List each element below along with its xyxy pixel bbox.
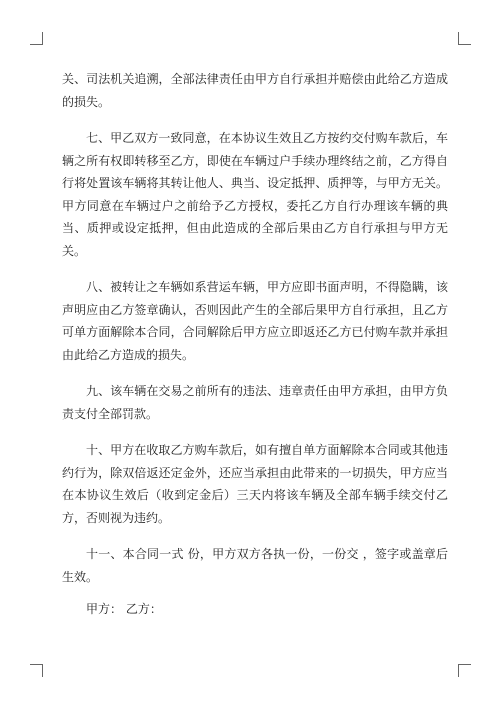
clause-9: 九、该车辆在交易之前所有的违法、违章责任由甲方承担，由甲方负责支付全部罚款。 — [62, 384, 448, 421]
clause-11: 十一、本合同一式 份，甲方双方各执一份，一份交 ，签字或盖章后生效。 — [62, 547, 448, 584]
document-body — [62, 68, 448, 635]
paragraph-continuation: 关、司法机关追溯，全部法律责任由甲方自行承担并赔偿由此给乙方造成的损失。 — [62, 72, 448, 109]
crop-mark-bottom-left — [30, 664, 43, 677]
clause-7: 七、甲乙双方一致同意，在本协议生效且乙方按约交付购车款后，车辆之所有权即转移至乙方，即使在车辆过户手续办理终结之前，乙方得自行将处置该车辆将其转让他人、典当、设定抵押、质押等，与甲方无关。甲方同意在车辆过户之前给予乙方授权，委托乙方自行办理该车辆的典当、质押或设定抵押，但由此造成的全部后果由乙方自行承担与甲方无关。 — [62, 131, 448, 258]
crop-mark-top-right — [458, 32, 471, 45]
signature-line: 甲方： 乙方： — [86, 602, 162, 616]
clause-8: 八、被转让之车辆如系营运车辆，甲方应即书面声明，不得隐瞒，该声明应由乙方签章确认，否则因此产生的全部后果甲方自行承担，且乙方可单方面解除本合同，合同解除后甲方应立即返还乙方已付购车款并承担由此给乙方造成的损失。 — [62, 280, 448, 362]
crop-mark-bottom-right — [458, 664, 471, 677]
crop-mark-top-left — [30, 32, 43, 45]
clause-10: 十、甲方在收取乙方购车款后，如有擅自单方面解除本合同或其他违约行为，除双倍返还定金外，还应当承担由此带来的一切损失，甲方应当在本协议生效后（收到定金后）三天内将该车辆及全部车辆手续交付乙方，否则视为违约。 — [62, 443, 448, 525]
